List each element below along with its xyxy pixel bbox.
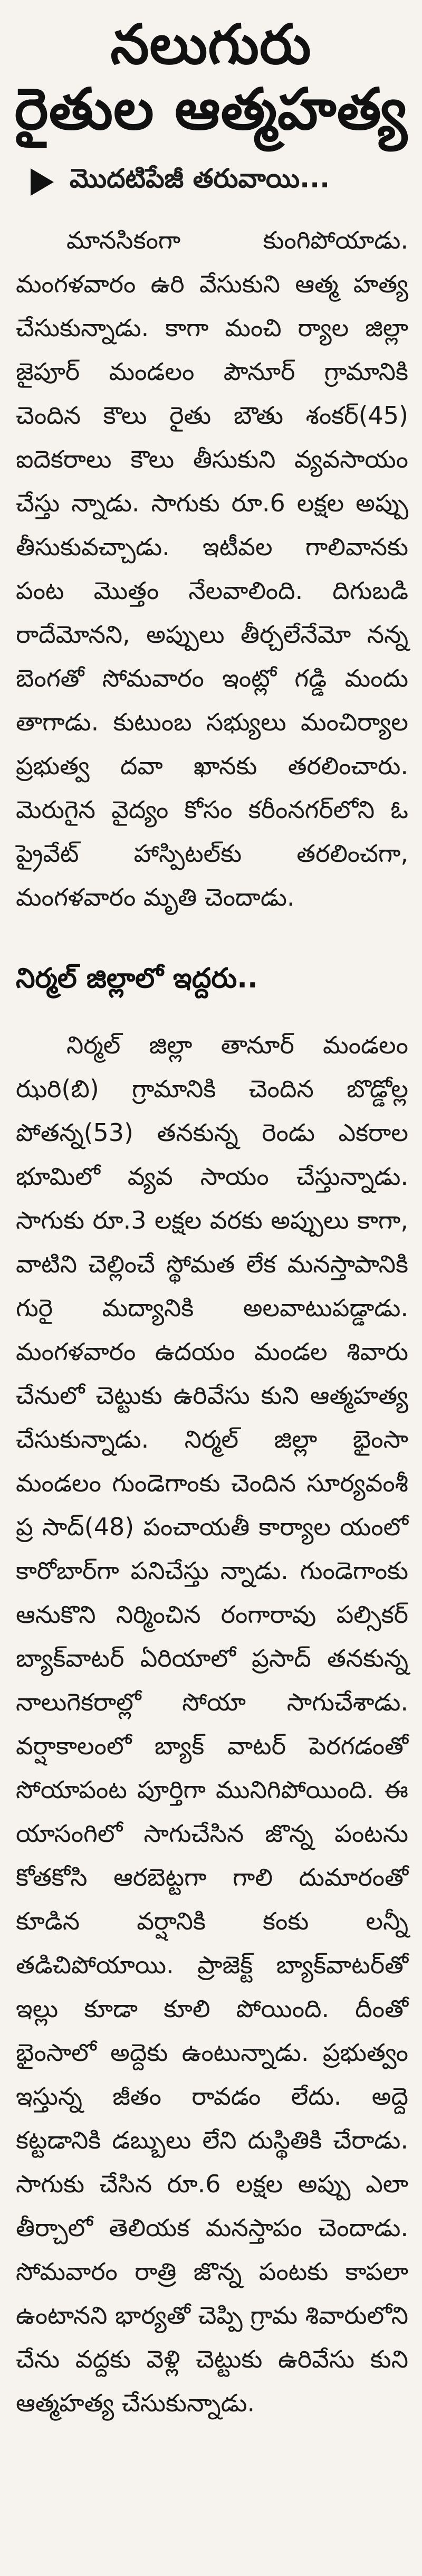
- paragraph-1: మానసికంగా కుంగిపోయాడు. మంగళవారం ఉరి వేసుకుని ఆత్మ హత్య చేసుకున్నాడు. కాగా మంచి ర్యాల జిల్లా జైపూర్ మండలం పౌనూర్ గ్రామానికి చెందిన కౌలు రైతు బౌతు శంకర్(45) ఐదెకరాలు కౌలు తీసుకుని వ్యవసాయం చేస్తు న్నాడు. సాగుకు రూ.6 లక్షల అప్పు తీసుకువచ్చాడు. ఇటీవల గాలివానకు పంట మొత్తం నేలవాలింది. దిగుబడి రాదేమోనని, అప్పులు తీర్చలేనేమో నన్న బెంగతో సోమవారం ఇంట్లో గడ్డి మందు తాగాడు. కుటుంబ సభ్యులు మంచిర్యాల ప్రభుత్వ దవా ఖానకు తరలించారు. మెరుగైన వైద్యం కోసం కరీంనగర్‌లోని ఓ ప్రైవేట్ హాస్పిటల్‌కు తరలించగా, మంగళవారం మృతి చెందాడు.: [16, 226, 408, 912]
- article-body-2: [16, 1023, 408, 2425]
- continuation-kicker: [28, 163, 401, 201]
- article-body-1: [16, 218, 408, 919]
- paragraph-2: నిర్మల్ జిల్లా తానూర్ మండలం ఝరి(బి) గ్రామానికి చెందిన బొడ్డోల్ల పోతన్న(53) తనకున్న రెండు ఎకరాల భూమిలో వ్యవ సాయం చేస్తున్నాడు. సాగుకు రూ.3 లక్షల వరకు అప్పులు కాగా, వాటిని చెల్లించే స్థోమత లేక మనస్తాపానికి గురై మద్యానికి అలవాటుపడ్డాడు. మంగళవారం ఉదయం మండల శివారు చేనులో చెట్టుకు ఉరివేసు కుని ఆత్మహత్య చేసుకున్నాడు. నిర్మల్ జిల్లా భైంసా మండలం గుండెగాంకు చెందిన సూర్యవంశీ ప్ర సాద్(48) పంచాయతీ కార్యాల యంలో కారోబార్‌గా పనిచేస్తు న్నాడు. గుండెగాంకు ఆనుకొని నిర్మించిన రంగారావు పల్సికర్ బ్యాక్‌వాటర్ ఏరియాలో ప్రసాద్ తనకున్న నాలుగెకరాల్లో సోయా సాగుచేశాడు. వర్షాకాలంలో బ్యాక్ వాటర్ పెరగడంతో సోయాపంట పూర్తిగా మునిగిపోయింది. ఈ యాసంగిలో సాగుచేసిన జొన్న పంటను కోతకోసి ఆరబెట్టగా గాలి దుమారంతో కూడిన వర్షానికి కంకు లన్నీ తడిచిపోయాయి. ప్రాజెక్ట్ బ్యాక్‌వాటర్‌తో ఇల్లు కూడా కూలి పోయింది. దీంతో భైంసాలో అద్దెకు ఉంటున్నాడు. ప్రభుత్వం ఇస్తున్న జీతం రావడం లేదు. అద్దె కట్టడానికి డబ్బులు లేని దుస్థితికి చేరాడు. సాగుకు చేసిన రూ.6 లక్షల అప్పు ఎలా తీర్చాలో తెలియక మనస్తాపం చెందాడు. సోమవారం రాత్రి జొన్న పంటకు కాపలా ఉంటానని భార్యతో చెప్పి గ్రామ శివారులోని చేను వద్దకు వెళ్లి చెట్టుకు ఉరివేసు కుని ఆత్మహత్య చేసుకున్నాడు.: [16, 1031, 408, 2418]
- section-subhead: నిర్మల్ జిల్లాలో ఇద్దరు..: [16, 963, 258, 995]
- headline-line-1: నలుగురు: [110, 12, 312, 77]
- headline-line-2: రైతుల ఆత్మహత్య: [14, 77, 408, 143]
- triangle-bullet-icon: [31, 168, 54, 196]
- headline: [0, 14, 422, 142]
- continuation-label: మొదటిపేజీ తరువాయి...: [70, 163, 330, 194]
